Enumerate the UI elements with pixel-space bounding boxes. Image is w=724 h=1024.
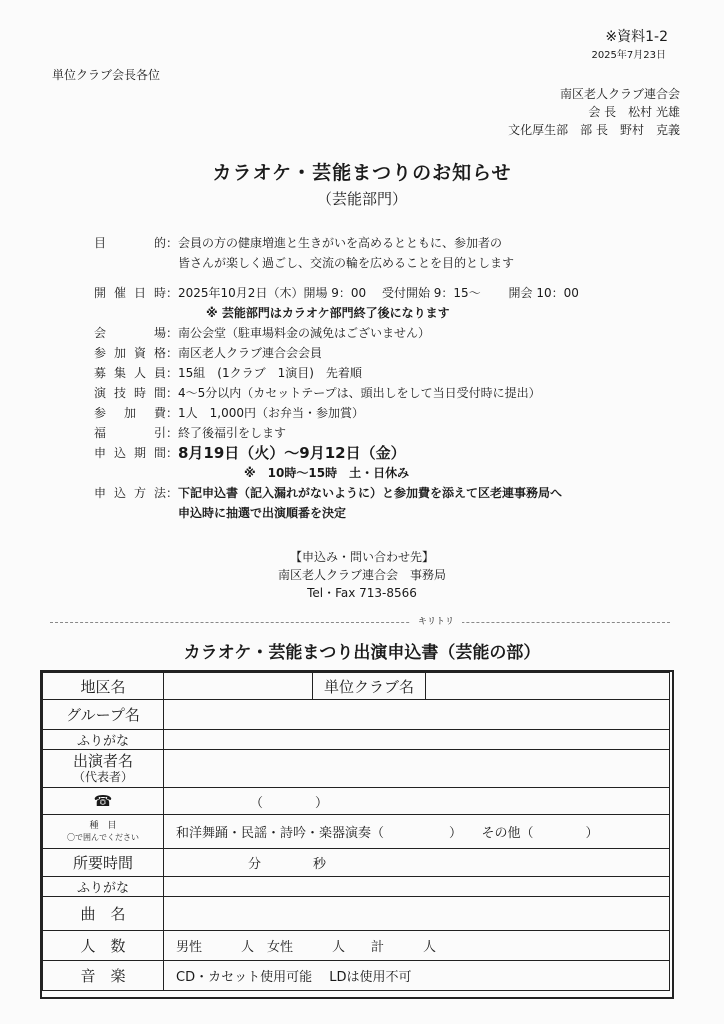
- page-title: カラオケ・芸能まつりのお知らせ: [212, 162, 512, 184]
- representative-label: （代表者）: [72, 769, 133, 784]
- info-label: 開催日時: [94, 285, 166, 300]
- info-value: ※ 芸能部門はカラオケ部門終了後になります: [206, 305, 450, 320]
- sender-block: [508, 85, 680, 139]
- sender-dept: 文化厚生部 部 長 野村 克義: [508, 123, 680, 137]
- info-row-recruit: 募集人員 ： 15組 (1クラブ 1演目) 先着順: [94, 365, 362, 380]
- duration-field[interactable]: [164, 849, 670, 877]
- song-label: 曲 名: [43, 897, 164, 931]
- group-label: グループ名: [43, 700, 164, 730]
- type-label: 種 目: [89, 820, 117, 831]
- cut-line: [50, 622, 670, 623]
- info-value: 会員の方の健康増進と生きがいを高めるとともに、参加者の: [178, 235, 503, 250]
- phone-paren: （ ）: [250, 795, 329, 811]
- performer-label: [43, 750, 164, 788]
- furigana-field[interactable]: [164, 730, 670, 750]
- contact-tel: Tel・Fax 713-8566: [307, 586, 417, 600]
- info-row-period: 申込期間 ： 8月19日（火）～9月12日（金）: [94, 443, 406, 462]
- document-ref: ※資料1-2: [605, 29, 668, 45]
- sender-org: 南区老人クラブ連合会: [559, 87, 680, 101]
- count-label: 人 数: [43, 931, 164, 961]
- info-row-method-cont: [94, 502, 579, 522]
- info-label: 目 的: [94, 235, 166, 250]
- info-value: 4～5分以内（カセットテープは、頭出しをして当日受付時に提出）: [178, 385, 541, 400]
- info-value: 8月19日（火）～9月12日（金）: [178, 443, 406, 462]
- group-field[interactable]: [164, 700, 670, 730]
- phone-icon: ☎: [43, 788, 164, 815]
- info-row-period-note: [94, 462, 579, 482]
- addressee: 単位クラブ会長各位: [52, 68, 161, 82]
- info-label: 参 加 費: [94, 405, 166, 420]
- performer-field[interactable]: [164, 750, 670, 788]
- type-hint: 〇で囲んでください: [67, 832, 139, 842]
- count-field[interactable]: [164, 931, 670, 961]
- info-label: 福 引: [94, 425, 166, 440]
- info-value: 南公会堂（駐車場料金の減免はございません）: [178, 325, 431, 340]
- info-value: ※ 10時～15時 土・日休み: [244, 465, 410, 480]
- district-field[interactable]: [164, 673, 313, 700]
- type-field[interactable]: [164, 815, 670, 849]
- info-value: 下記申込書（記入漏れがないように）と参加費を添えて区老連事務局へ: [178, 485, 563, 500]
- info-label: 申込期間: [94, 445, 166, 460]
- info-row-method: 申込方法 ： 下記申込書（記入漏れがないように）と参加費を添えて区老連事務局へ: [94, 485, 563, 500]
- club-label: 単位クラブ名: [313, 673, 426, 700]
- phone-field[interactable]: [164, 788, 670, 815]
- info-row-time: 演技時間 ： 4～5分以内（カセットテープは、頭出しをして当日受付時に提出）: [94, 385, 541, 400]
- info-value: 1人 1,000円（お弁当・参加賞）: [178, 405, 364, 420]
- music-field: [164, 961, 670, 991]
- performer-title: 出演者名: [72, 751, 133, 770]
- info-value: 終了後福引をします: [178, 425, 287, 440]
- contact-org: 南区老人クラブ連合会 事務局: [277, 568, 446, 582]
- info-label: 参加資格: [94, 345, 166, 360]
- info-row-purpose: 目 的 ： 会員の方の健康増進と生きがいを高めるとともに、参加者の: [94, 235, 503, 250]
- type-label-cell: [43, 815, 164, 849]
- info-row-purpose-cont: [94, 252, 579, 272]
- info-row-lottery: 福 引 ： 終了後福引をします: [94, 425, 287, 440]
- info-value: 15組 (1クラブ 1演目) 先着順: [178, 365, 362, 380]
- contact-block: [0, 548, 724, 602]
- info-value: 皆さんが楽しく過ごし、交流の輪を広めることを目的とします: [178, 255, 515, 270]
- document-date: 2025年7月23日: [591, 50, 666, 61]
- club-field[interactable]: [426, 673, 670, 700]
- music-label: 音 楽: [43, 961, 164, 991]
- info-row-qualification: 参加資格 ： 南区老人クラブ連合会会員: [94, 345, 323, 360]
- info-row-date-note: [94, 302, 579, 322]
- form-title: カラオケ・芸能まつり出演申込書（芸能の部）: [183, 643, 541, 663]
- page-subtitle: （芸能部門）: [316, 190, 407, 208]
- duration-label: 所要時間: [43, 849, 164, 877]
- info-row-fee: 参 加 費 ： 1人 1,000円（お弁当・参加賞）: [94, 405, 364, 420]
- info-label: 申込方法: [94, 485, 166, 500]
- furigana-label: ふりがな: [43, 730, 164, 750]
- duration-value: 分 秒: [248, 857, 327, 872]
- info-value: 南区老人クラブ連合会会員: [178, 345, 323, 360]
- info-value: 2025年10月2日（木）開場 9：00 受付開始 9：15～ 開会 10：00: [178, 285, 579, 300]
- type-options: 和洋舞踊・民謡・詩吟・楽器演奏（ ） その他（ ）: [176, 826, 599, 841]
- sender-chair: 会 長 松村 光雄: [588, 105, 680, 119]
- furigana2-label: ふりがな: [43, 877, 164, 897]
- song-field[interactable]: [164, 897, 670, 931]
- music-value: CD・カセット使用可能 LDは使用不可: [176, 970, 412, 985]
- info-list: [94, 232, 579, 522]
- info-row-date: 開催日時 ： 2025年10月2日（木）開場 9：00 受付開始 9：15～ 開会 10：00: [94, 285, 579, 300]
- info-label: 演技時間: [94, 385, 166, 400]
- cut-label: キリトリ: [410, 614, 462, 627]
- info-row-venue: 会 場 ： 南公会堂（駐車場料金の減免はございません）: [94, 325, 431, 340]
- district-label: 地区名: [43, 673, 164, 700]
- count-value: 男性 人 女性 人 計 人: [176, 940, 437, 955]
- info-label: 募集人員: [94, 365, 166, 380]
- furigana2-field[interactable]: [164, 877, 670, 897]
- info-label: 会 場: [94, 325, 166, 340]
- contact-heading: 【申込み・問い合わせ先】: [289, 550, 434, 564]
- info-value: 申込時に抽選で出演順番を決定: [178, 505, 347, 520]
- application-form: [42, 672, 670, 991]
